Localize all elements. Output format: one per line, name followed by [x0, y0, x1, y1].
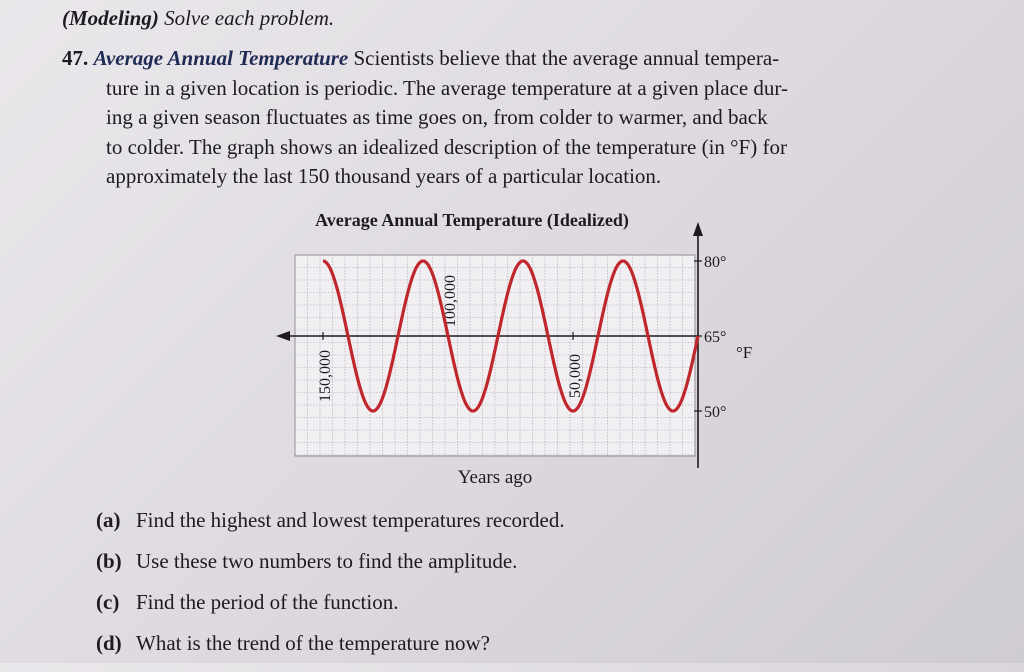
question-text: Find the period of the function. [136, 590, 398, 631]
y-tick-label: 80° [704, 254, 726, 271]
question-label: (a) [96, 508, 136, 549]
x-tick-label: 150,000 [317, 350, 334, 402]
temperature-chart [240, 200, 780, 500]
question-b [96, 549, 565, 590]
instruction-text: Solve each problem. [164, 6, 334, 30]
question-d [96, 631, 565, 672]
problem-title: Average Annual Temperature [94, 46, 349, 70]
x-axis-arrow [276, 331, 290, 341]
question-label: (d) [96, 631, 136, 672]
y-tick-label: 65° [704, 329, 726, 346]
x-tick-label: 100,000 [442, 275, 459, 327]
problem-line-2: ture in a given location is periodic. The average temperature at a given place dur- [62, 74, 932, 104]
question-label: (c) [96, 590, 136, 631]
problem-number: 47. [62, 46, 88, 70]
chart-title: Average Annual Temperature (Idealized) [315, 210, 629, 231]
question-a [96, 508, 565, 549]
question-list [96, 508, 565, 672]
section-header [62, 6, 334, 31]
y-axis-arrow [693, 222, 703, 236]
question-text: Use these two numbers to find the amplitude. [136, 549, 517, 590]
problem-line-4: to colder. The graph shows an idealized description of the temperature (in °F) for [62, 133, 932, 163]
question-text: Find the highest and lowest temperatures recorded. [136, 508, 565, 549]
question-label: (b) [96, 549, 136, 590]
y-axis-unit: °F [736, 343, 752, 362]
modeling-label: (Modeling) [62, 6, 159, 30]
problem-line-1 [62, 44, 932, 74]
problem-line-3: ing a given season fluctuates as time goes on, from colder to warmer, and back [62, 103, 932, 133]
x-tick-label: 50,000 [567, 354, 584, 398]
y-tick-label: 50° [704, 404, 726, 421]
question-c [96, 590, 565, 631]
problem-47 [62, 44, 932, 192]
question-text: What is the trend of the temperature now? [136, 631, 490, 672]
problem-line-5: approximately the last 150 thousand years of a particular location. [62, 162, 932, 192]
x-axis-label: Years ago [458, 467, 533, 488]
problem-text-1: Scientists believe that the average annual tempera- [354, 46, 780, 70]
